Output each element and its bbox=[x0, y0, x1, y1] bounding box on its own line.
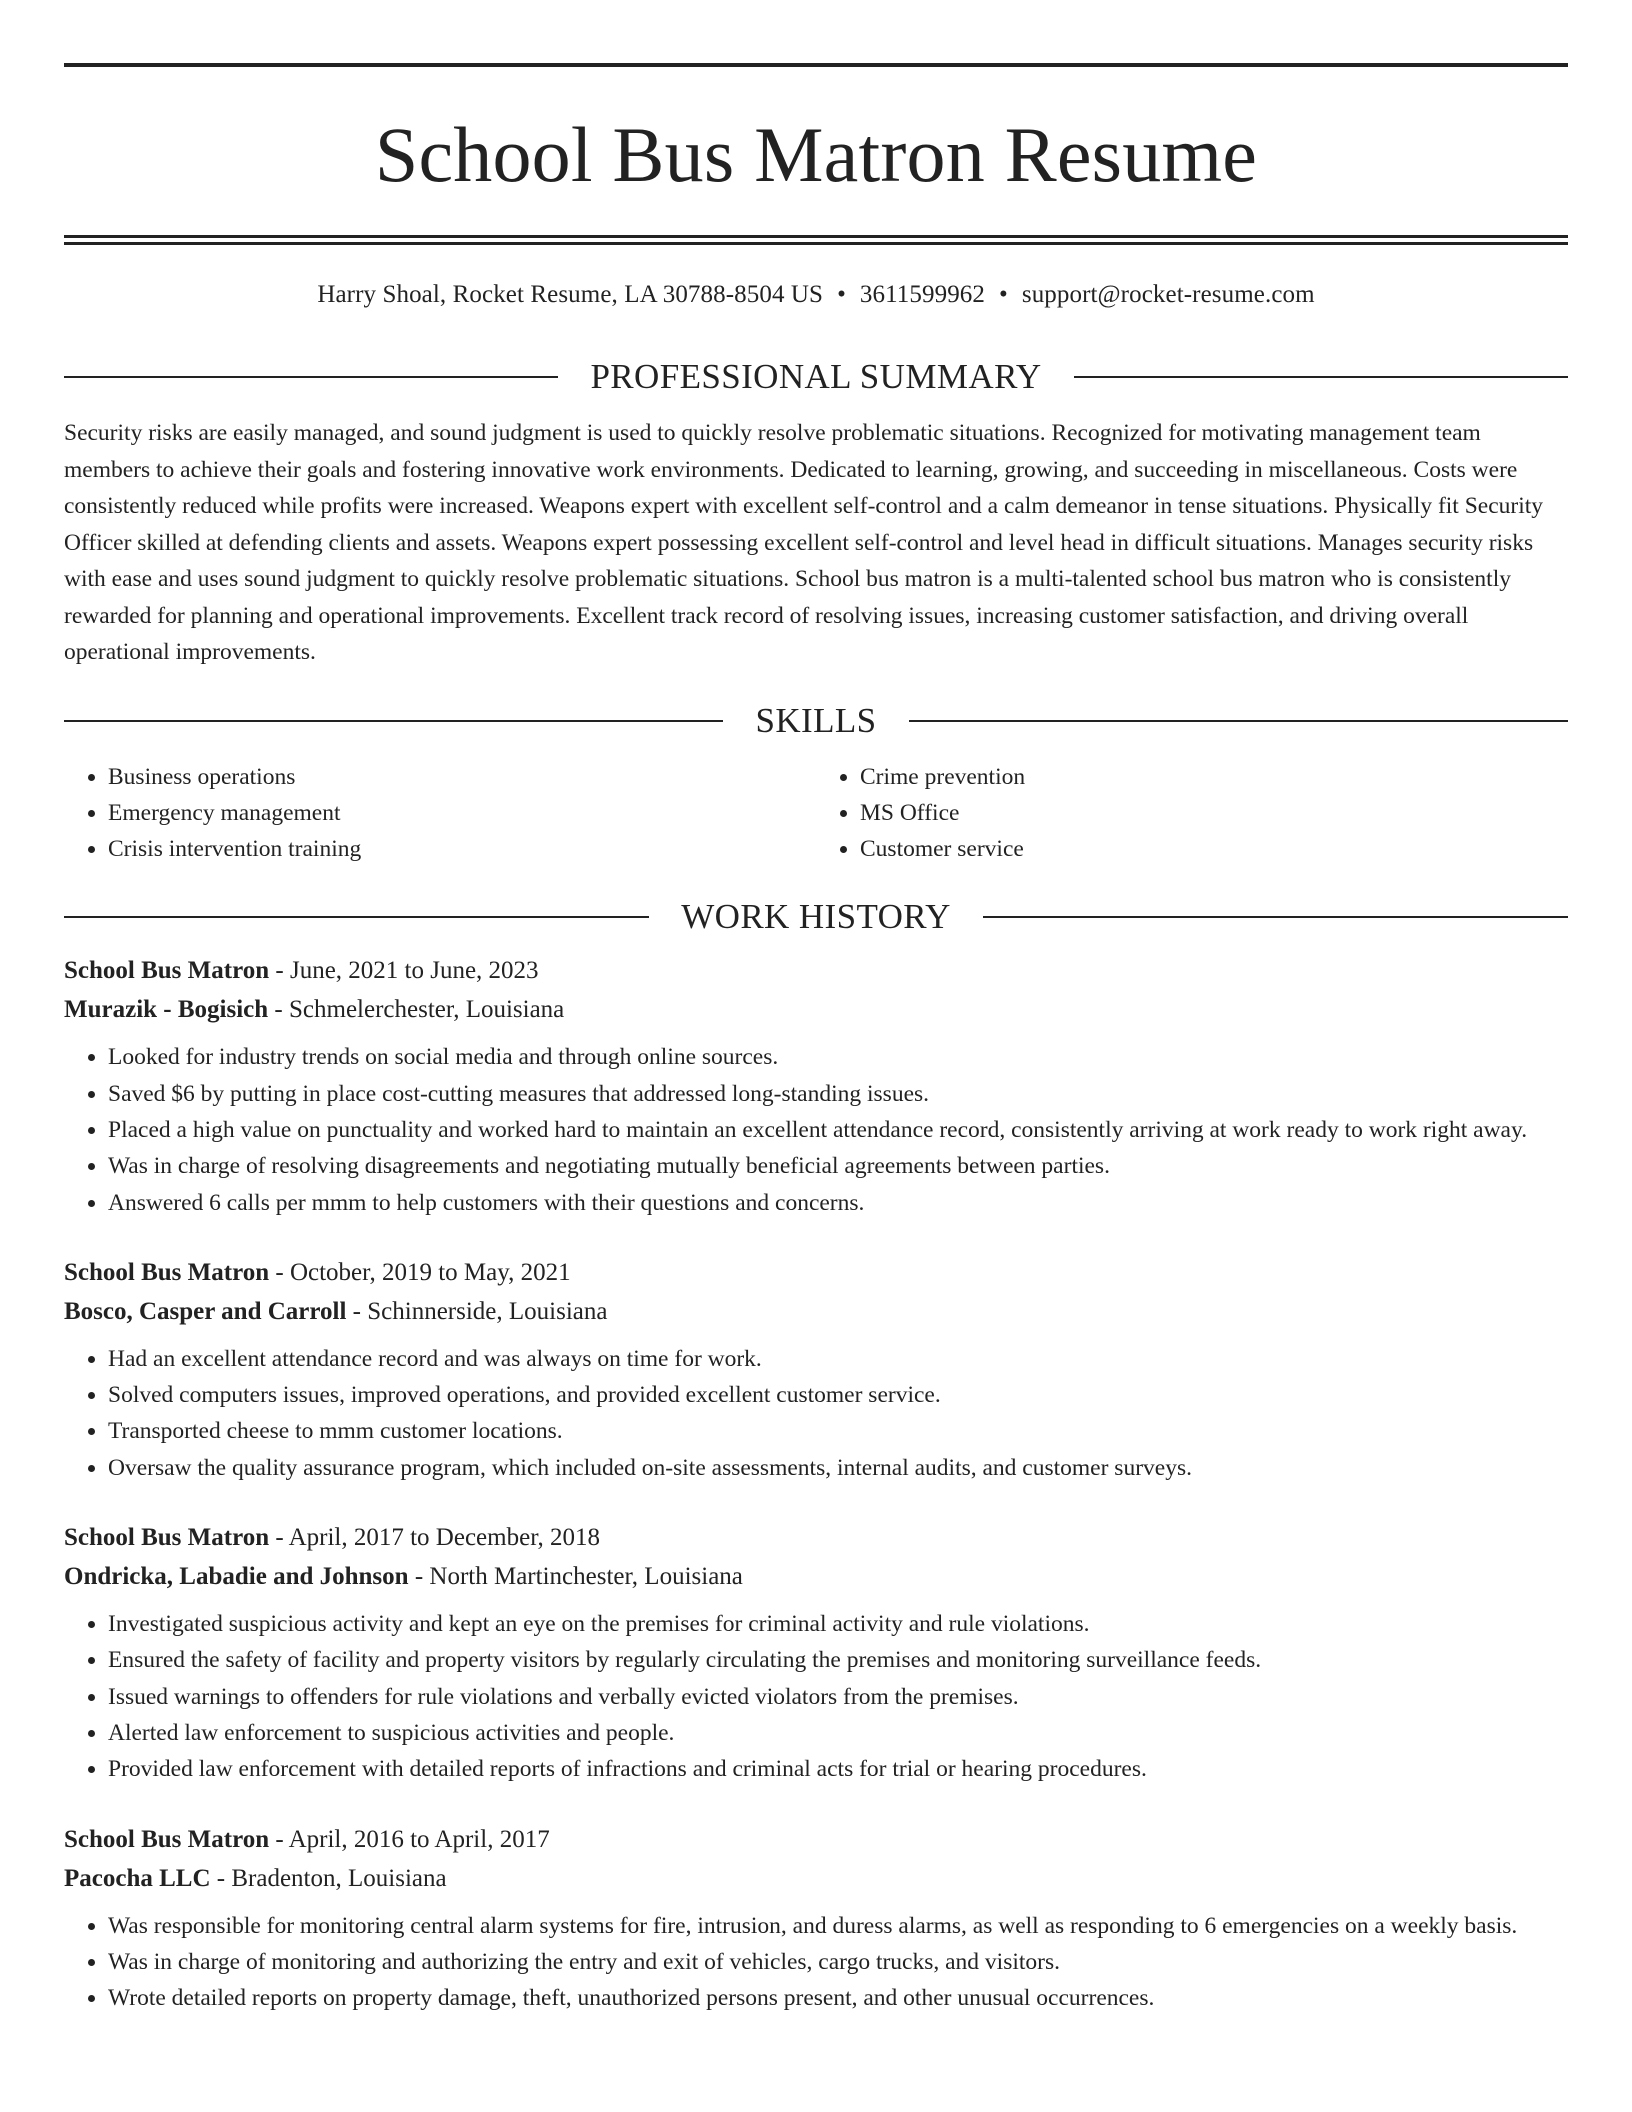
job-bullet: • Alerted law enforcement to suspicious activities and people. bbox=[108, 1715, 1568, 1751]
job-bullet: • Placed a high value on punctuality and worked hard to maintain an excellent attendance record, consistently arriving at work ready to work right away. bbox=[108, 1112, 1568, 1148]
skill-item: • MS Office bbox=[860, 795, 1568, 831]
job-bullets bbox=[64, 1606, 1568, 1787]
job-bullet: • Was responsible for monitoring central alarm systems for fire, intrusion, and duress alarms, as well as responding to 6 emergencies on a weekly basis. bbox=[108, 1908, 1568, 1944]
job-bullets bbox=[64, 1908, 1568, 2017]
job-bullet: • Provided law enforcement with detailed reports of infractions and criminal acts for trial or hearing procedures. bbox=[108, 1751, 1568, 1787]
job-bullet: • Investigated suspicious activity and kept an eye on the premises for criminal activity and rule violations. bbox=[108, 1606, 1568, 1642]
job-dates: - June, 2021 to June, 2023 bbox=[269, 957, 539, 985]
job-bullet: • Solved computers issues, improved operations, and provided excellent customer service. bbox=[108, 1377, 1568, 1413]
heading-rule-left bbox=[64, 916, 649, 918]
job-company-line bbox=[64, 1859, 1568, 1898]
job-bullet: • Was in charge of resolving disagreements and negotiating mutually beneficial agreements between parties. bbox=[108, 1148, 1568, 1184]
work-heading: WORK HISTORY bbox=[681, 897, 951, 937]
skills-list bbox=[64, 759, 1568, 868]
job-dates: - April, 2017 to December, 2018 bbox=[269, 1524, 601, 1552]
skill-item: • Customer service bbox=[860, 831, 1568, 867]
job-location: - Schinnerside, Louisiana bbox=[346, 1297, 608, 1325]
summary-heading: PROFESSIONAL SUMMARY bbox=[590, 357, 1042, 396]
job-title-line bbox=[64, 1253, 1568, 1292]
heading-rule-right bbox=[909, 720, 1568, 722]
skill-item: • Business operations bbox=[108, 759, 816, 795]
job-title: School Bus Matron bbox=[64, 1524, 270, 1552]
job-dates: - April, 2016 to April, 2017 bbox=[269, 1825, 550, 1853]
job-company: Bosco, Casper and Carroll bbox=[64, 1297, 347, 1325]
top-rule bbox=[64, 63, 1568, 67]
job-company: Ondricka, Labadie and Johnson bbox=[64, 1563, 409, 1591]
job-title: School Bus Matron bbox=[64, 1825, 270, 1853]
page-title: School Bus Matron Resume bbox=[374, 111, 1258, 198]
job-location: - Schmelerchester, Louisiana bbox=[268, 996, 565, 1024]
job-bullet: • Issued warnings to offenders for rule violations and verbally evicted violators from the premises. bbox=[108, 1679, 1568, 1715]
job-bullet: • Oversaw the quality assurance program, which included on-site assessments, internal audits, and customer surveys. bbox=[108, 1450, 1568, 1486]
job-company: Pacocha LLC bbox=[64, 1864, 211, 1892]
job-bullet: • Transported cheese to mmm customer locations. bbox=[108, 1413, 1568, 1449]
job-location: - North Martinchester, Louisiana bbox=[408, 1563, 743, 1591]
title-double-rule bbox=[64, 235, 1568, 245]
job-company: Murazik - Bogisich bbox=[64, 996, 269, 1024]
job-bullet: • Answered 6 calls per mmm to help customers with their questions and concerns. bbox=[108, 1185, 1568, 1221]
heading-rule-right bbox=[983, 916, 1568, 918]
skill-item: • Crisis intervention training bbox=[108, 831, 816, 867]
job-dates: - October, 2019 to May, 2021 bbox=[269, 1258, 571, 1286]
skills-section-heading bbox=[64, 699, 1568, 743]
contact-line bbox=[64, 279, 1568, 311]
skill-item: • Crime prevention bbox=[860, 759, 1568, 795]
job-bullets bbox=[64, 1039, 1568, 1220]
skill-item: • Emergency management bbox=[108, 795, 816, 831]
contact-email: support@rocket-resume.com bbox=[1021, 281, 1315, 308]
job-entry bbox=[64, 1518, 1568, 1787]
job-bullet: • Looked for industry trends on social media and through online sources. bbox=[108, 1039, 1568, 1075]
summary-section-heading bbox=[64, 355, 1568, 399]
job-bullet: • Was in charge of monitoring and authorizing the entry and exit of vehicles, cargo trucks, and visitors. bbox=[108, 1944, 1568, 1980]
job-title: School Bus Matron bbox=[64, 957, 270, 985]
job-company-line bbox=[64, 990, 1568, 1029]
job-bullet: • Ensured the safety of facility and property visitors by regularly circulating the premises and monitoring surveillance feeds. bbox=[108, 1642, 1568, 1678]
job-bullet: • Wrote detailed reports on property damage, theft, unauthorized persons present, and other unusual occurrences. bbox=[108, 1980, 1568, 2016]
contact-separator: • bbox=[837, 281, 846, 308]
job-entry bbox=[64, 951, 1568, 1220]
job-title-line bbox=[64, 951, 1568, 990]
work-section-heading bbox=[64, 895, 1568, 939]
job-location: - Bradenton, Louisiana bbox=[210, 1864, 447, 1892]
heading-rule-right bbox=[1074, 376, 1568, 378]
skills-column-left bbox=[64, 759, 816, 868]
heading-rule-left bbox=[64, 720, 723, 722]
job-entry bbox=[64, 1253, 1568, 1486]
job-company-line bbox=[64, 1557, 1568, 1596]
skills-heading: SKILLS bbox=[755, 700, 877, 740]
summary-text: Security risks are easily managed, and sound judgment is used to quickly resolve problematic situations. Recognized for motivating management team members to achieve their goals and fostering innovative work environments. Dedicated to learning, growing, and succeeding in miscellaneous. Costs were consistently reduced while profits were increased. Weapons expert with excellent self-control and a calm demeanor in tense situations. Physically fit Security Officer skilled at defending clients and assets. Weapons expert possessing excellent self-control and level head in difficult situations. Manages security risks with ease and uses sound judgment to quickly resolve problematic situations. School bus matron is a multi-talented school bus matron who is consistently rewarded for planning and operational improvements. Excellent track record of resolving issues, increasing customer satisfaction, and driving overall operational improvements. bbox=[64, 420, 1544, 665]
job-title-line bbox=[64, 1820, 1568, 1859]
contact-separator: • bbox=[999, 281, 1008, 308]
contact-phone: 3611599962 bbox=[859, 281, 985, 308]
heading-rule-left bbox=[64, 376, 558, 378]
job-bullets bbox=[64, 1341, 1568, 1486]
contact-address: Harry Shoal, Rocket Resume, LA 30788-8504 US bbox=[317, 281, 824, 308]
job-company-line bbox=[64, 1292, 1568, 1331]
skills-column-right bbox=[816, 759, 1568, 868]
job-title: School Bus Matron bbox=[64, 1258, 270, 1286]
job-bullet: • Had an excellent attendance record and was always on time for work. bbox=[108, 1341, 1568, 1377]
job-title-line bbox=[64, 1518, 1568, 1557]
job-entry bbox=[64, 1820, 1568, 2017]
job-bullet: • Saved $6 by putting in place cost-cutting measures that addressed long-standing issues. bbox=[108, 1076, 1568, 1112]
